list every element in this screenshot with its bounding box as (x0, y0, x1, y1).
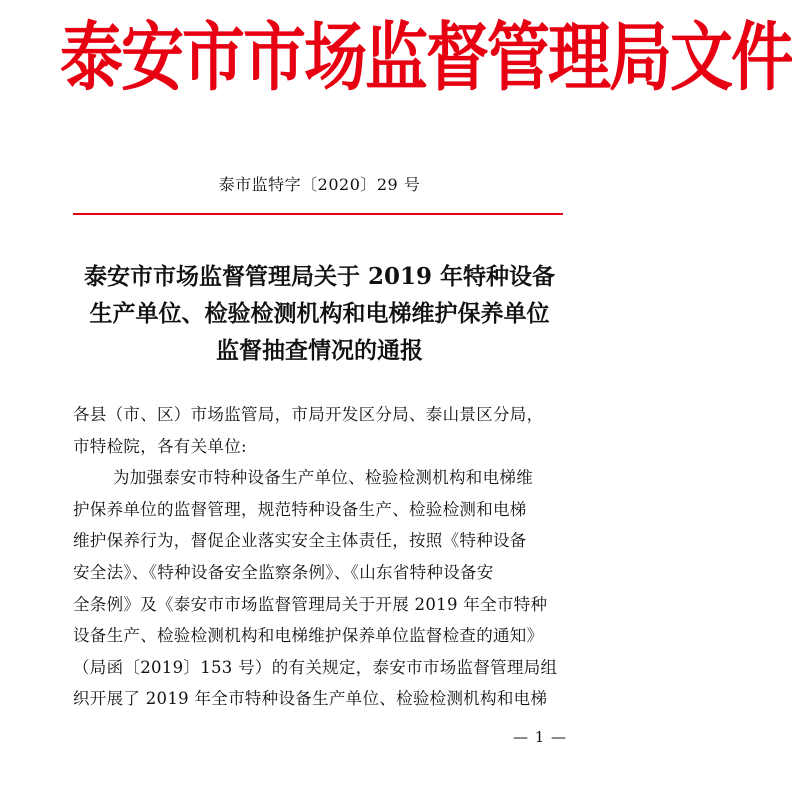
document-body (73, 399, 573, 715)
paragraph-line-1: 为加强泰安市特种设备生产单位、检验检测机构和电梯维 (113, 468, 533, 488)
paragraph-line-7: （局函〔2019〕153 号）的有关规定，泰安市市场监督管理局组 (73, 657, 558, 677)
red-divider-line (73, 213, 563, 215)
title-line-1: 泰安市市场监督管理局关于 2019 年特种设备 (83, 263, 556, 290)
paragraph-line-6: 设备生产、检验检测机构和电梯维护保养单位监督检查的通知》 (73, 626, 544, 646)
paragraph-line-2: 护保养单位的监督管理，规范特种设备生产、检验检测和电梯 (73, 499, 527, 519)
document-title (60, 258, 579, 369)
addressee-line-1: 各县（市、区）市场监管局，市局开发区分局、泰山景区分局， (73, 405, 544, 424)
paragraph-line-3: 维护保养行为，督促企业落实安全主体责任，按照《特种设备 (73, 531, 527, 551)
document-number: 泰市监特字〔2020〕29 号 (218, 175, 421, 194)
addressee-line-2: 市特检院，各有关单位: (73, 436, 247, 456)
paragraph-line-5: 全条例》及《泰安市市场监督管理局关于开展 2019 年全市特种 (73, 594, 548, 614)
paragraph-line-4: 安全法》、《特种设备安全监察条例》、《山东省特种设备安 (73, 562, 494, 582)
paragraph-line-8: 织开展了 2019 年全市特种设备生产单位、检验检测机构和电梯 (73, 689, 548, 709)
title-line-2: 生产单位、检验检测机构和电梯维护保养单位 (89, 300, 550, 327)
page-number: — 1 — (512, 728, 568, 746)
masthead-title: 泰安市市场监督管理局文件 (60, 13, 792, 101)
title-line-3: 监督抽查情况的通报 (216, 337, 423, 364)
